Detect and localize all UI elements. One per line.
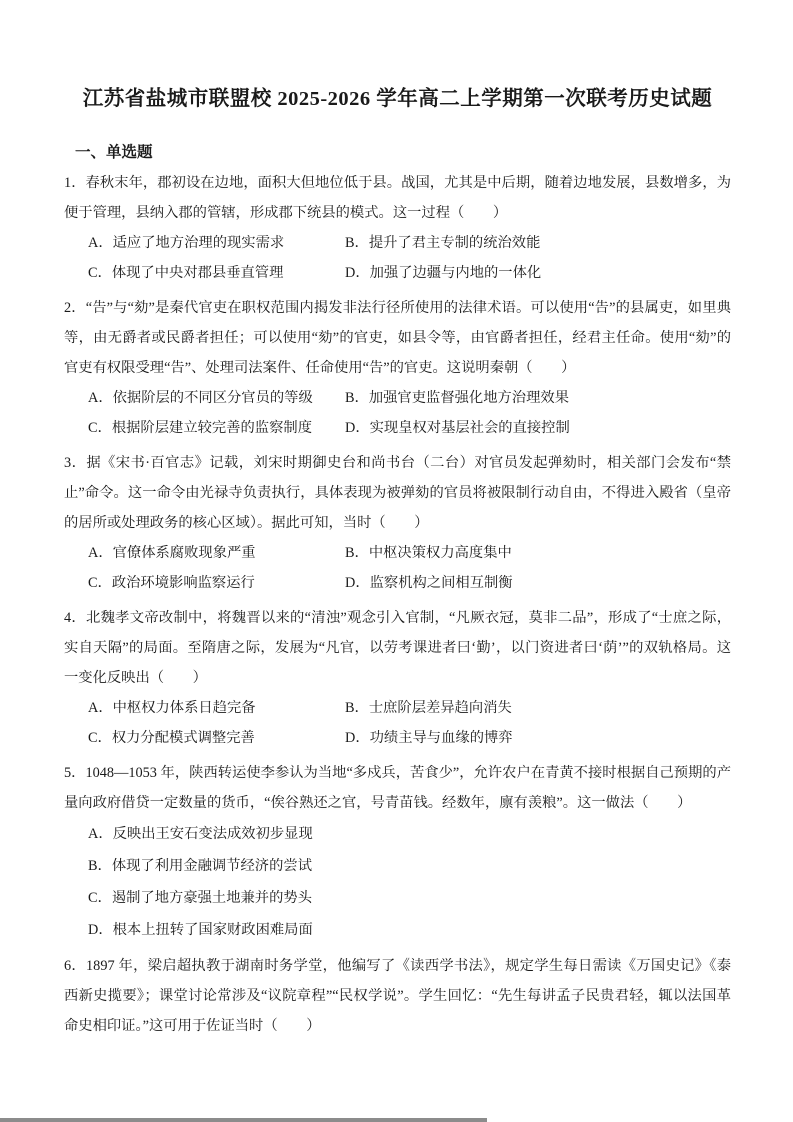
option-text: 政治环境影响监察运行 — [111, 575, 255, 591]
question-text: “告”与“劾”是秦代官吏在职权范围内揭发非法行径所使用的法律术语。可以使用“告”的县属吏，如里典等，由无爵者或民爵者担任；可以使用“劾”的官吏，如县令等，由官爵者担任，经君主任命。使用“劾”的官吏有权限受理“告”、处理司法案件、任命使用“告”的官吏。这说明秦朝（ ） — [64, 300, 731, 376]
option-row — [88, 914, 731, 946]
option-text: 加强官吏监督强化地方治理效果 — [368, 390, 569, 406]
option-label: B． — [345, 545, 369, 561]
bottom-scan-artifact-bar — [0, 1118, 487, 1122]
option-text: 根本上扭转了国家财政困难局面 — [112, 922, 313, 938]
option-text: 加强了边疆与内地的一体化 — [369, 265, 542, 281]
option-label: C． — [88, 575, 112, 591]
option-a — [88, 818, 313, 850]
option-label: C． — [88, 890, 112, 906]
option-d — [345, 413, 570, 443]
question-stem — [64, 293, 731, 383]
option-d — [345, 568, 513, 598]
question-number: 4． — [64, 610, 87, 626]
question-text: 据《宋书·百官志》记载，刘宋时期御史台和尚书台（二台）对官员发起弹劾时，相关部门会发布“禁止”命令。这一命令由光禄寺负责执行，具体表现为被弹劾的官员将被限制行动自由，不得进入殿省（皇帝的居所或处理政务的核心区域）。据此可知，当时（ ） — [64, 455, 731, 531]
option-c — [88, 882, 312, 914]
option-b — [88, 850, 312, 882]
question-stem — [64, 758, 731, 818]
question-text: 北魏孝文帝改制中，将魏晋以来的“清浊”观念引入官制，“凡厥衣冠，莫非二品”，形成了“士庶之际，实自天隔”的局面。至隋唐之际，发展为“凡官，以劳考课进者曰‘勤’，以门资进者曰‘荫’”的双轨格局。这一变化反映出（ ） — [64, 610, 731, 686]
option-text: 监察机构之间相互制衡 — [369, 575, 513, 591]
option-label: C． — [88, 420, 112, 436]
option-label: C． — [88, 265, 112, 281]
options-grid — [64, 383, 731, 443]
option-text: 权力分配模式调整完善 — [111, 730, 255, 746]
option-label: D． — [345, 265, 370, 281]
option-c — [88, 723, 345, 753]
question-text: 1897 年，梁启超执教于湖南时务学堂，他编写了《读西学书法》，规定学生每日需读《万国史记》《泰西新史揽要》；课堂讨论常涉及“议院章程”“民权学说”。学生回忆：“先生每讲孟子民贵君轻，辄以法国革命史相印证。”这可用于佐证当时（ ） — [64, 958, 731, 1034]
question-stem — [64, 448, 731, 538]
option-row — [88, 383, 731, 413]
option-row — [88, 538, 731, 568]
option-text: 依据阶层的不同区分官员的等级 — [112, 390, 313, 406]
option-text: 实现皇权对基层社会的直接控制 — [369, 420, 570, 436]
question-text: 春秋末年，郡初设在边地，面积大但地位低于县。战国，尤其是中后期，随着边地发展，县数增多，为便于管理，县纳入郡的管辖，形成郡下统县的模式。这一过程（ ） — [64, 175, 731, 221]
question-text: 1048—1053 年，陕西转运使李参认为当地“多戍兵，苦食少”，允许农户在青黄不接时根据自己预期的产量向政府借贷一定数量的货币，“俟谷熟还之官，号青苗钱。经数年，廪有羡粮”。这一做法（ ） — [64, 765, 732, 811]
option-label: B． — [88, 858, 112, 874]
options-grid — [64, 693, 731, 753]
exam-title: 江苏省盐城市联盟校 2025-2026 学年高二上学期第一次联考历史试题 — [82, 88, 713, 110]
option-row — [88, 818, 731, 850]
option-d — [88, 914, 313, 946]
option-row — [88, 723, 731, 753]
option-label: A． — [88, 235, 113, 251]
option-label: D． — [345, 420, 370, 436]
option-label: B． — [345, 390, 369, 406]
question-1 — [64, 168, 731, 288]
option-row — [88, 882, 731, 914]
option-a — [88, 383, 345, 413]
option-row — [88, 413, 731, 443]
question-number: 3． — [64, 455, 87, 471]
option-label: C． — [88, 730, 112, 746]
option-text: 官僚体系腐败现象严重 — [112, 545, 256, 561]
question-2 — [64, 293, 731, 443]
option-d — [345, 258, 541, 288]
option-b — [345, 228, 540, 258]
option-a — [88, 538, 345, 568]
option-label: D． — [88, 922, 113, 938]
question-4 — [64, 603, 731, 753]
question-number: 5． — [64, 765, 86, 781]
option-row — [88, 850, 731, 882]
options-grid — [64, 538, 731, 598]
section-heading: 一、单选题 — [75, 144, 153, 161]
question-list — [64, 168, 731, 1041]
question-stem — [64, 603, 731, 693]
option-b — [345, 538, 512, 568]
option-d — [345, 723, 513, 753]
option-text: 反映出王安石变法成效初步显现 — [112, 826, 313, 842]
option-label: B． — [345, 700, 369, 716]
option-label: D． — [345, 575, 370, 591]
option-text: 体现了利用金融调节经济的尝试 — [111, 858, 312, 874]
question-stem — [64, 951, 731, 1041]
option-text: 提升了君主专制的统治效能 — [368, 235, 541, 251]
option-text: 中枢决策权力高度集中 — [368, 545, 512, 561]
option-c — [88, 568, 345, 598]
question-6 — [64, 951, 731, 1041]
option-text: 中枢权力体系日趋完备 — [112, 700, 256, 716]
option-label: D． — [345, 730, 370, 746]
option-text: 根据阶层建立较完善的监察制度 — [111, 420, 312, 436]
options-list — [64, 818, 731, 946]
option-label: A． — [88, 545, 113, 561]
option-row — [88, 568, 731, 598]
option-c — [88, 258, 345, 288]
question-5 — [64, 758, 731, 946]
option-text: 体现了中央对郡县垂直管理 — [111, 265, 284, 281]
option-label: A． — [88, 390, 113, 406]
question-stem — [64, 168, 731, 228]
option-b — [345, 383, 569, 413]
option-b — [345, 693, 512, 723]
option-row — [88, 228, 731, 258]
option-text: 遏制了地方豪强土地兼并的势头 — [111, 890, 312, 906]
option-text: 功绩主导与血缘的博弈 — [369, 730, 513, 746]
option-label: A． — [88, 700, 113, 716]
question-number: 6． — [64, 958, 87, 974]
option-text: 士庶阶层差异趋向消失 — [368, 700, 512, 716]
option-row — [88, 258, 731, 288]
option-c — [88, 413, 345, 443]
option-a — [88, 228, 345, 258]
question-number: 1． — [64, 175, 86, 191]
option-label: B． — [345, 235, 369, 251]
question-3 — [64, 448, 731, 598]
option-a — [88, 693, 345, 723]
option-text: 适应了地方治理的现实需求 — [112, 235, 285, 251]
question-number: 2． — [64, 300, 86, 316]
option-row — [88, 693, 731, 723]
option-label: A． — [88, 826, 113, 842]
options-grid — [64, 228, 731, 288]
